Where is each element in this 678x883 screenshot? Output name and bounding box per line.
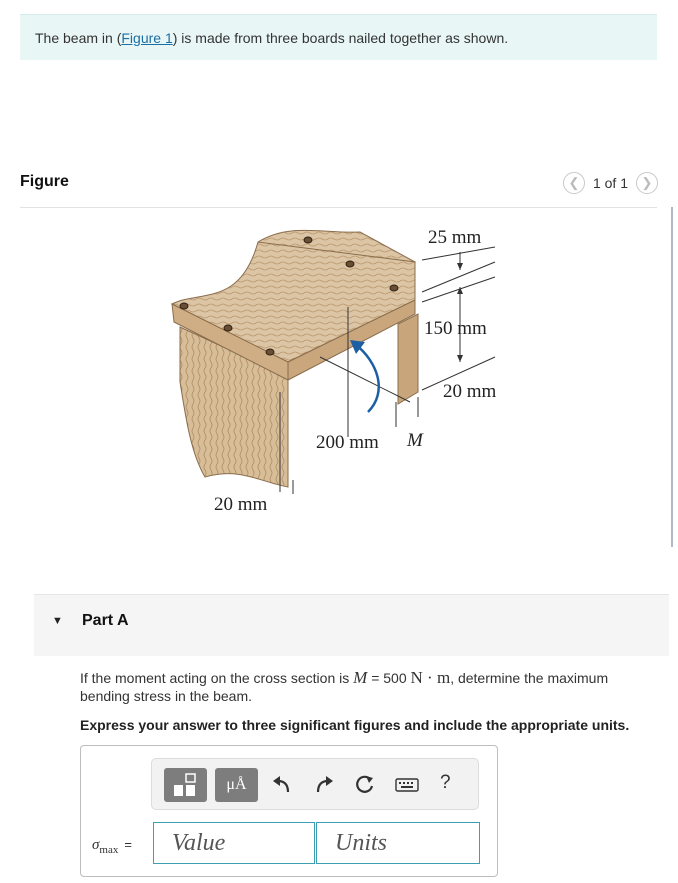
instruction-text: Express your answer to three significant figures and include the appropriate units. [80,717,630,733]
sigma-symbol: σ [92,837,100,853]
part-a-header[interactable] [34,594,669,656]
intro-prefix: The beam in ( [35,30,122,46]
sigma-subscript: max [99,844,119,856]
redo-icon[interactable] [312,772,338,798]
templates-icon [164,768,207,802]
dim-200mm: 200 mm [316,432,379,453]
value-input[interactable]: Value [153,822,315,864]
collapse-triangle-icon[interactable]: ▼ [52,615,63,627]
chevron-right-icon: ❯ [641,175,653,190]
templates-button[interactable] [164,768,207,802]
answer-box [80,745,498,877]
dim-20mm-left: 20 mm [214,494,268,512]
intro-banner [20,14,657,60]
figure-link[interactable]: Figure 1 [121,30,173,46]
beam-figure [160,212,510,512]
figure-page-count: 1 of 1 [592,175,628,191]
help-button[interactable]: ? [440,772,451,793]
intro-suffix: ) is made from three boards nailed together as shown. [172,30,509,46]
question-unit: N · m [410,668,451,687]
question-value: = 500 [367,670,411,686]
keyboard-icon[interactable] [394,772,420,798]
reset-icon[interactable] [352,772,378,798]
figure-pager [563,172,658,194]
question-pre: If the moment acting on the cross section is [80,670,354,686]
figure-title: Figure [20,173,69,190]
part-a-title: Part A [82,612,129,629]
question-post: , determine the maximum bending stress in the beam. [80,670,609,704]
intro-text [35,30,508,46]
prev-figure-button[interactable] [563,172,585,194]
sigma-max-label [92,837,132,856]
equals-sign: = [124,837,132,852]
chevron-left-icon: ❮ [568,175,580,190]
moment-label: M [407,430,423,451]
undo-icon[interactable] [268,772,294,798]
figure-divider [20,207,657,208]
dim-150mm: 150 mm [424,318,487,339]
question-moment-symbol: M [353,668,368,687]
scroll-indicator [671,207,673,547]
dim-20mm-right: 20 mm [443,381,497,402]
units-symbol-button[interactable]: μÅ [215,768,258,802]
math-toolbar [151,758,479,810]
next-figure-button[interactable] [636,172,658,194]
dim-25mm: 25 mm [428,227,482,248]
question-text [80,669,650,705]
units-input[interactable]: Units [316,822,480,864]
